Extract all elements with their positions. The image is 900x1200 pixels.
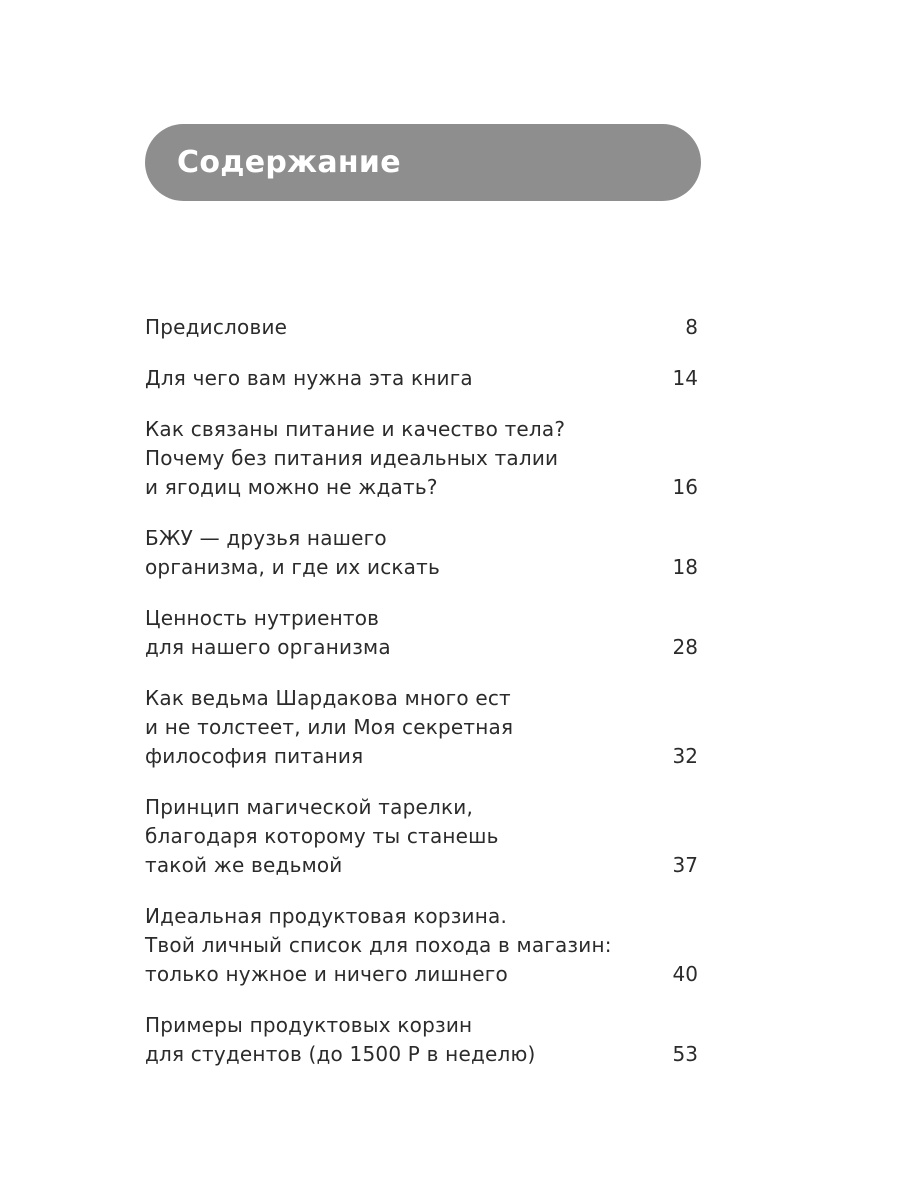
page-title: Содержание — [177, 145, 401, 180]
toc-entry-title-line: для нашего организма — [145, 635, 391, 659]
toc-entry-title-line: Ценность нутриентов — [145, 606, 380, 630]
toc-entry[interactable] — [145, 313, 698, 342]
table-of-contents — [145, 313, 698, 1091]
toc-page-number: 18 — [672, 555, 698, 579]
toc-entry-title-line: Идеальная продуктовая корзина. — [145, 904, 508, 928]
toc-entry-title-line: Для чего вам нужна эта книга — [145, 366, 473, 390]
toc-entry[interactable] — [145, 364, 698, 393]
toc-page-number: 40 — [672, 962, 698, 986]
toc-page-number: 28 — [672, 635, 698, 659]
toc-entry-title-line: Твой личный список для похода в магазин: — [145, 933, 612, 957]
toc-page-number: 16 — [672, 475, 698, 499]
toc-entry-title-line: Предисловие — [145, 315, 288, 339]
toc-entry-title-line: философия питания — [145, 744, 364, 768]
toc-entry-title-line: организма, и где их искать — [145, 555, 440, 579]
toc-page-number: 14 — [672, 366, 698, 390]
toc-entry-title-line: Как ведьма Шардакова много ест — [145, 686, 511, 710]
toc-entry-title-line: и не толстеет, или Моя секретная — [145, 715, 514, 739]
toc-page-number: 8 — [685, 315, 698, 339]
toc-entry-title-line: БЖУ — друзья нашего — [145, 526, 387, 550]
toc-entry[interactable] — [145, 604, 698, 662]
toc-entry[interactable] — [145, 1011, 698, 1069]
toc-entry-title-line: Почему без питания идеальных талии — [145, 446, 559, 470]
toc-entry-title-line: такой же ведьмой — [145, 853, 343, 877]
toc-entry-title-line: для студентов (до 1500 Р в неделю) — [145, 1042, 536, 1066]
toc-entry[interactable] — [145, 793, 698, 880]
toc-entry[interactable] — [145, 524, 698, 582]
toc-entry-title-line: Принцип магической тарелки, — [145, 795, 474, 819]
toc-entry-title-line: и ягодиц можно не ждать? — [145, 475, 438, 499]
toc-entry[interactable] — [145, 415, 698, 502]
toc-page-number: 53 — [672, 1042, 698, 1066]
toc-entry-title-line: Примеры продуктовых корзин — [145, 1013, 473, 1037]
toc-entry[interactable] — [145, 684, 698, 771]
toc-entry-title-line: благодаря которому ты станешь — [145, 824, 499, 848]
toc-entry-title-line: Как связаны питание и качество тела? — [145, 417, 566, 441]
toc-page-number: 32 — [672, 744, 698, 768]
toc-entry[interactable] — [145, 902, 698, 989]
toc-entry-title-line: только нужное и ничего лишнего — [145, 962, 508, 986]
contents-header — [145, 124, 701, 201]
toc-page-number: 37 — [672, 853, 698, 877]
